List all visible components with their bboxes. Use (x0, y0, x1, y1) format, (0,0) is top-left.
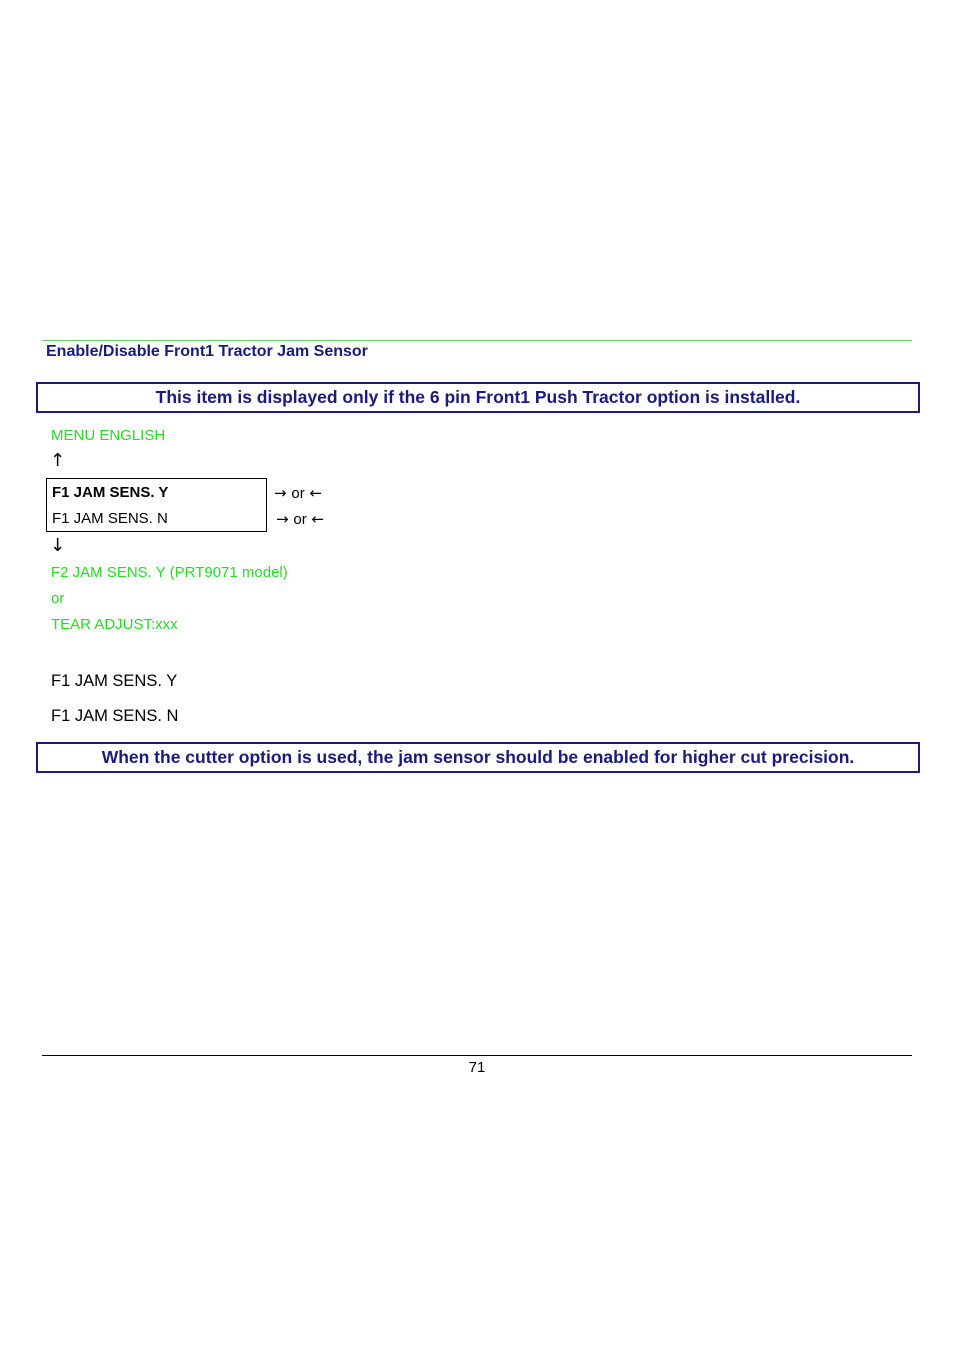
menu-option-enabled: F1 JAM SENS. Y (52, 484, 169, 501)
left-arrow-icon: ← (311, 510, 325, 528)
nav-or-label: or (293, 511, 307, 528)
lcd-menu-box (46, 478, 267, 532)
cutter-note-box (36, 742, 920, 773)
footer-rule (42, 1055, 912, 1056)
menu-next-or: or (51, 590, 65, 607)
nav-hint-disabled (276, 510, 324, 528)
right-arrow-icon: → (276, 510, 289, 528)
down-arrow-icon: ↓ (50, 535, 66, 556)
right-arrow-icon: → (274, 484, 287, 502)
section-top-rule (42, 340, 912, 341)
nav-hint-enabled (274, 484, 322, 502)
menu-previous-item: MENU ENGLISH (51, 427, 166, 444)
description-option-disabled: F1 JAM SENS. N (51, 707, 179, 725)
installation-note-box (36, 382, 920, 413)
nav-or-label: or (291, 485, 305, 502)
description-option-enabled: F1 JAM SENS. Y (51, 672, 178, 690)
menu-option-disabled: F1 JAM SENS. N (52, 510, 168, 527)
page-number: 71 (468, 1059, 486, 1076)
section-title: Enable/Disable Front1 Tractor Jam Sensor (46, 343, 368, 360)
menu-next-item: F2 JAM SENS. Y (PRT9071 model) (51, 564, 288, 581)
installation-note-text: This item is displayed only if the 6 pin Front1 Push Tractor option is installed. (155, 387, 801, 407)
menu-next-alt: TEAR ADJUST:xxx (51, 616, 178, 633)
cutter-note-text: When the cutter option is used, the jam sensor should be enabled for higher cut precision. (101, 747, 855, 767)
up-arrow-icon: ↑ (50, 450, 66, 471)
left-arrow-icon: ← (309, 484, 323, 502)
